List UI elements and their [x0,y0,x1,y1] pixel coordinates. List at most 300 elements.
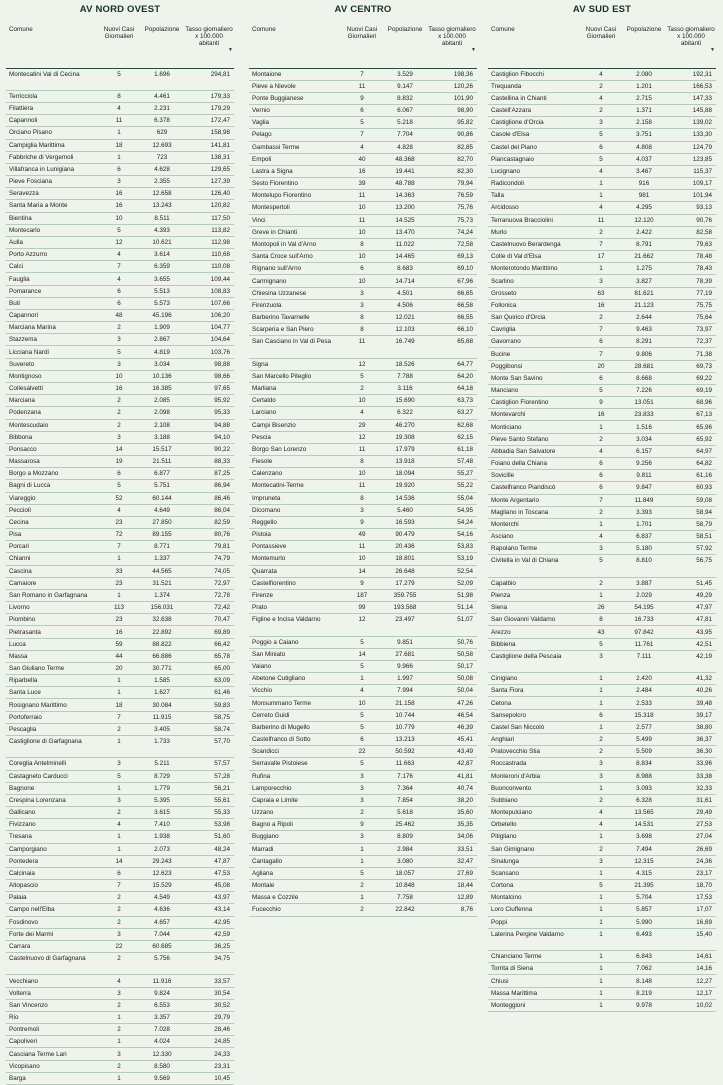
table-row[interactable] [6,163,234,175]
table-row[interactable] [488,892,716,904]
table-row[interactable] [249,165,477,177]
header-rate[interactable] [184,22,234,68]
table-row[interactable] [488,975,716,987]
cell-comune: Pontedera [6,855,98,867]
cell-population: 1.371 [622,105,666,117]
cell-comune: Campiglia Marittima [6,139,98,151]
table-row[interactable] [6,103,234,115]
cell-population: 3.614 [140,249,184,261]
table-row[interactable] [6,807,234,819]
table-row[interactable] [488,650,716,672]
cell-cases: 2 [580,105,622,117]
table-row[interactable] [249,117,477,129]
header-pop[interactable]: Popolazione [622,22,666,68]
table-row[interactable] [488,867,716,879]
table-row[interactable] [249,794,477,806]
table-row[interactable] [249,190,477,202]
table-row[interactable] [6,782,234,794]
table-row[interactable] [488,494,716,506]
table-row[interactable] [488,506,716,518]
table-row[interactable] [6,139,234,151]
table-row[interactable] [6,224,234,236]
table-row[interactable] [6,904,234,916]
table-row[interactable] [488,311,716,323]
table-row[interactable] [6,940,234,952]
table-row[interactable] [488,117,716,129]
table-row[interactable] [249,843,477,855]
table-row[interactable] [6,735,234,757]
table-row[interactable] [6,212,234,224]
table-row[interactable] [488,324,716,336]
table-row[interactable] [6,1072,234,1084]
table-row[interactable] [488,129,716,141]
table-row[interactable] [6,115,234,127]
table-row[interactable] [488,190,716,202]
table-row[interactable] [249,577,477,589]
table-row[interactable] [488,951,716,963]
cell-cases: 6 [98,297,140,309]
cell-cases: 3 [98,758,140,770]
cell-population: 3.751 [622,129,666,141]
table-row[interactable] [488,577,716,589]
table-row[interactable] [6,346,234,358]
table-row[interactable] [249,867,477,879]
table-row[interactable] [6,758,234,770]
cell-comune: Montecatini-Terme [249,480,341,492]
cell-rate: 10,45 [184,1072,234,1084]
table-row[interactable] [488,843,716,855]
table-row[interactable] [6,794,234,806]
cell-population: 3.529 [383,68,427,80]
table-row[interactable] [6,492,234,504]
table-row[interactable] [6,382,234,394]
table-row[interactable] [488,214,716,226]
table-row[interactable] [249,92,477,104]
table-row[interactable] [6,370,234,382]
table-row[interactable] [249,129,477,141]
table-row[interactable] [488,880,716,892]
cell-cases: 6 [580,482,622,494]
table-row[interactable] [249,504,477,516]
table-row[interactable] [249,648,477,660]
table-row[interactable] [488,482,716,494]
sort-desc-icon[interactable]: ▼ [228,47,233,53]
table-row[interactable] [249,80,477,92]
table-row[interactable] [488,531,716,543]
table-row[interactable] [249,480,477,492]
table-row[interactable] [6,68,234,90]
table-row[interactable] [6,1024,234,1036]
header-pop[interactable]: Popolazione [383,22,427,68]
table-row[interactable] [6,297,234,309]
table-row[interactable] [488,855,716,867]
table-row[interactable] [249,431,477,443]
table-row[interactable] [488,202,716,214]
cell-comune: Fauglia [6,273,98,285]
table-row[interactable] [6,770,234,782]
table-row[interactable] [249,636,477,648]
table-row[interactable] [6,456,234,468]
table-row[interactable] [249,382,477,394]
sort-desc-icon[interactable]: ▼ [471,47,476,53]
table-row[interactable] [249,238,477,250]
table-row[interactable] [249,456,477,468]
table-row[interactable] [6,975,234,987]
table-row[interactable] [249,407,477,419]
table-row[interactable] [249,419,477,431]
cell-rate: 41,32 [666,673,716,685]
table-row[interactable] [6,322,234,334]
table-row[interactable] [488,372,716,384]
cell-comune: Abetone Cutigliano [249,673,341,685]
cell-cases: 4 [98,975,140,987]
table-row[interactable] [488,251,716,263]
table-row[interactable] [249,819,477,831]
table-row[interactable] [6,1011,234,1023]
table-row[interactable] [488,433,716,445]
table-row[interactable] [249,660,477,672]
table-row[interactable] [488,709,716,721]
table-row[interactable] [488,287,716,299]
cell-comune: Poggio a Caiano [249,636,341,648]
table-row[interactable] [249,880,477,892]
table-row[interactable] [488,153,716,165]
cell-comune: Licciana Nardi [6,346,98,358]
table-row[interactable] [249,541,477,553]
cell-population: 3.080 [383,855,427,867]
table-row[interactable] [249,263,477,275]
table-row[interactable] [249,602,477,614]
cell-comune: Rignano sull'Arno [249,263,341,275]
table-row[interactable] [488,770,716,782]
cell-population: 48.368 [383,153,427,165]
table-row[interactable] [6,273,234,285]
cell-cases: 3 [341,831,383,843]
table-row[interactable] [6,200,234,212]
cell-comune: Agliana [249,867,341,879]
table-row[interactable] [249,214,477,226]
cell-comune: Signa [249,358,341,370]
table-row[interactable] [6,176,234,188]
header-comune[interactable]: Comune [249,22,341,68]
table-row[interactable] [6,504,234,516]
cell-rate: 39,48 [666,697,716,709]
table-row[interactable] [6,431,234,443]
table-row[interactable] [6,529,234,541]
table-row[interactable] [488,697,716,709]
table-row[interactable] [488,384,716,396]
table-row[interactable] [249,565,477,577]
table-row[interactable] [6,188,234,200]
table-row[interactable] [488,105,716,117]
table-row[interactable] [6,892,234,904]
cell-cases: 4 [341,685,383,697]
cell-rate: 47,87 [184,855,234,867]
table-row[interactable] [6,650,234,662]
table-row[interactable] [488,928,716,950]
table-row[interactable] [488,614,716,626]
table-row[interactable] [249,758,477,770]
table-row[interactable] [488,746,716,758]
table-row[interactable] [249,516,477,528]
cell-population: 5.990 [622,916,666,928]
table-row[interactable] [6,843,234,855]
table-row[interactable] [6,589,234,601]
cell-cases: 3 [341,794,383,806]
table-row[interactable] [249,395,477,407]
cell-comune: Filattiera [6,103,98,115]
table-row[interactable] [488,733,716,745]
table-row[interactable] [249,697,477,709]
table-row[interactable] [6,626,234,638]
table-row[interactable] [6,1048,234,1060]
cell-rate: 97,65 [184,382,234,394]
table-row[interactable] [249,336,477,358]
cell-population: 1.938 [140,831,184,843]
cell-population: 13.565 [622,807,666,819]
table-row[interactable] [249,614,477,636]
cell-comune: Coreglia Antelminelli [6,758,98,770]
cell-cases: 5 [341,867,383,879]
table-row[interactable] [6,711,234,723]
table-row[interactable] [6,151,234,163]
table-row[interactable] [6,916,234,928]
table-row[interactable] [6,999,234,1011]
table-row[interactable] [488,987,716,999]
cell-comune: Serravalle Pistoiese [249,758,341,770]
table-row[interactable] [6,819,234,831]
table-row[interactable] [249,770,477,782]
table-row[interactable] [488,963,716,975]
table-row[interactable] [488,470,716,482]
table-row[interactable] [249,746,477,758]
cell-rate: 126,40 [184,188,234,200]
table-row[interactable] [6,334,234,346]
table-row[interactable] [488,360,716,372]
table-row[interactable] [488,685,716,697]
cell-comune: Cerreto Guidi [249,709,341,721]
table-row[interactable] [249,202,477,214]
cell-comune: Rio [6,1011,98,1023]
table-row[interactable] [6,236,234,248]
table-row[interactable] [488,602,716,614]
table-row[interactable] [249,492,477,504]
table-row[interactable] [6,675,234,687]
table-row[interactable] [6,928,234,940]
header-cases[interactable]: Nuovi Casi Giornalieri [98,22,140,68]
table-row[interactable] [6,880,234,892]
table-row[interactable] [6,1036,234,1048]
table-row[interactable] [249,105,477,117]
table-row[interactable] [6,867,234,879]
cell-population: 7.494 [622,843,666,855]
table-row[interactable] [6,855,234,867]
table-row[interactable] [249,589,477,601]
table-row[interactable] [488,819,716,831]
table-row[interactable] [249,673,477,685]
table-row[interactable] [6,468,234,480]
table-row[interactable] [249,68,477,80]
cell-cases: 16 [580,409,622,421]
table-row[interactable] [249,529,477,541]
cell-population: 16.749 [383,336,427,358]
cell-comune: Scandicci [249,746,341,758]
table-row[interactable] [488,758,716,770]
table-row[interactable] [488,397,716,409]
table-row[interactable] [249,275,477,287]
table-row[interactable] [6,358,234,370]
table-row[interactable] [249,468,477,480]
table-row[interactable] [488,589,716,601]
cell-cases: 3 [580,855,622,867]
table-row[interactable] [249,153,477,165]
table-row[interactable] [6,90,234,102]
table-row[interactable] [6,480,234,492]
table-row[interactable] [6,987,234,999]
header-comune[interactable]: Comune [488,22,580,68]
cell-comune: Impruneta [249,492,341,504]
table-row[interactable] [6,127,234,139]
cell-cases: 3 [98,334,140,346]
table-row[interactable] [249,709,477,721]
table-row[interactable] [488,226,716,238]
cell-rate: 57,48 [427,456,477,468]
table-row[interactable] [249,287,477,299]
table-row[interactable] [249,299,477,311]
table-row[interactable] [249,782,477,794]
table-row[interactable] [249,324,477,336]
table-row[interactable] [488,299,716,311]
cell-comune: Vaglia [249,117,341,129]
table-row[interactable] [488,92,716,104]
table-row[interactable] [249,141,477,153]
table-row[interactable] [488,904,716,916]
table-row[interactable] [249,251,477,263]
header-comune[interactable]: Comune [6,22,98,68]
table-row[interactable] [488,80,716,92]
table-row[interactable] [488,999,716,1011]
table-row[interactable] [488,238,716,250]
table-row[interactable] [488,518,716,530]
table-row[interactable] [488,275,716,287]
cell-comune: Santa Croce sull'Arno [249,251,341,263]
table-row[interactable] [488,68,716,80]
header-cases[interactable]: Nuovi Casi Giornalieri [580,22,622,68]
header-rate[interactable] [427,22,477,68]
table-row[interactable] [249,831,477,843]
table-row[interactable] [488,782,716,794]
cell-cases: 7 [98,541,140,553]
table-row[interactable] [488,543,716,555]
table-row[interactable] [488,409,716,421]
sort-desc-icon[interactable]: ▼ [710,47,715,53]
table-row[interactable] [6,407,234,419]
table-row[interactable] [488,555,716,577]
cell-cases: 23 [98,614,140,626]
table-row[interactable] [488,348,716,360]
table-row[interactable] [6,553,234,565]
table-row[interactable] [488,721,716,733]
cell-rate: 86,46 [184,492,234,504]
table-row[interactable] [6,602,234,614]
table-row[interactable] [6,831,234,843]
table-row[interactable] [6,249,234,261]
cell-cases: 1 [98,675,140,687]
table-row[interactable] [488,673,716,685]
table-row[interactable] [6,614,234,626]
table-row[interactable] [6,953,234,975]
header-pop[interactable]: Popolazione [140,22,184,68]
table-row[interactable] [488,794,716,806]
table-row[interactable] [488,165,716,177]
table-row[interactable] [488,263,716,275]
table-row[interactable] [6,516,234,528]
cell-cases: 16 [98,626,140,638]
table-row[interactable] [488,458,716,470]
table-row[interactable] [488,178,716,190]
table-row[interactable] [488,831,716,843]
table-row[interactable] [6,699,234,711]
table-row[interactable] [249,226,477,238]
cell-rate: 55,33 [184,807,234,819]
table-row[interactable] [488,141,716,153]
table-row[interactable] [249,733,477,745]
cell-rate: 47,81 [666,614,716,626]
table-row[interactable] [249,904,477,916]
table-row[interactable] [249,443,477,455]
table-row[interactable] [249,721,477,733]
table-row[interactable] [6,541,234,553]
table-row[interactable] [6,687,234,699]
table-row[interactable] [249,358,477,370]
cell-cases: 4 [98,504,140,516]
table-row[interactable] [249,311,477,323]
table-row[interactable] [6,577,234,589]
table-row[interactable] [488,916,716,928]
table-row[interactable] [6,419,234,431]
cell-cases: 4 [98,103,140,115]
table-row[interactable] [6,565,234,577]
table-row[interactable] [249,553,477,565]
cell-comune: Bibbona [6,431,98,443]
table-row[interactable] [6,443,234,455]
table-row[interactable] [6,638,234,650]
table-row[interactable] [249,370,477,382]
cell-comune: Gambassi Terme [249,141,341,153]
table-row[interactable] [6,662,234,674]
table-row[interactable] [249,685,477,697]
header-cases[interactable]: Nuovi Casi Giornalieri [341,22,383,68]
header-rate[interactable] [666,22,716,68]
table-row[interactable] [488,336,716,348]
table-row[interactable] [6,285,234,297]
table-row[interactable] [6,309,234,321]
cell-population: 97.842 [622,626,666,638]
table-row[interactable] [488,638,716,650]
table-row[interactable] [249,178,477,190]
table-row[interactable] [488,421,716,433]
table-row[interactable] [6,1060,234,1072]
table-row[interactable] [249,855,477,867]
table-row[interactable] [6,395,234,407]
table-row[interactable] [6,261,234,273]
table-row[interactable] [249,892,477,904]
table-row[interactable] [488,807,716,819]
table-row[interactable] [488,445,716,457]
table-row[interactable] [6,723,234,735]
table-row[interactable] [249,807,477,819]
table-row[interactable] [488,626,716,638]
